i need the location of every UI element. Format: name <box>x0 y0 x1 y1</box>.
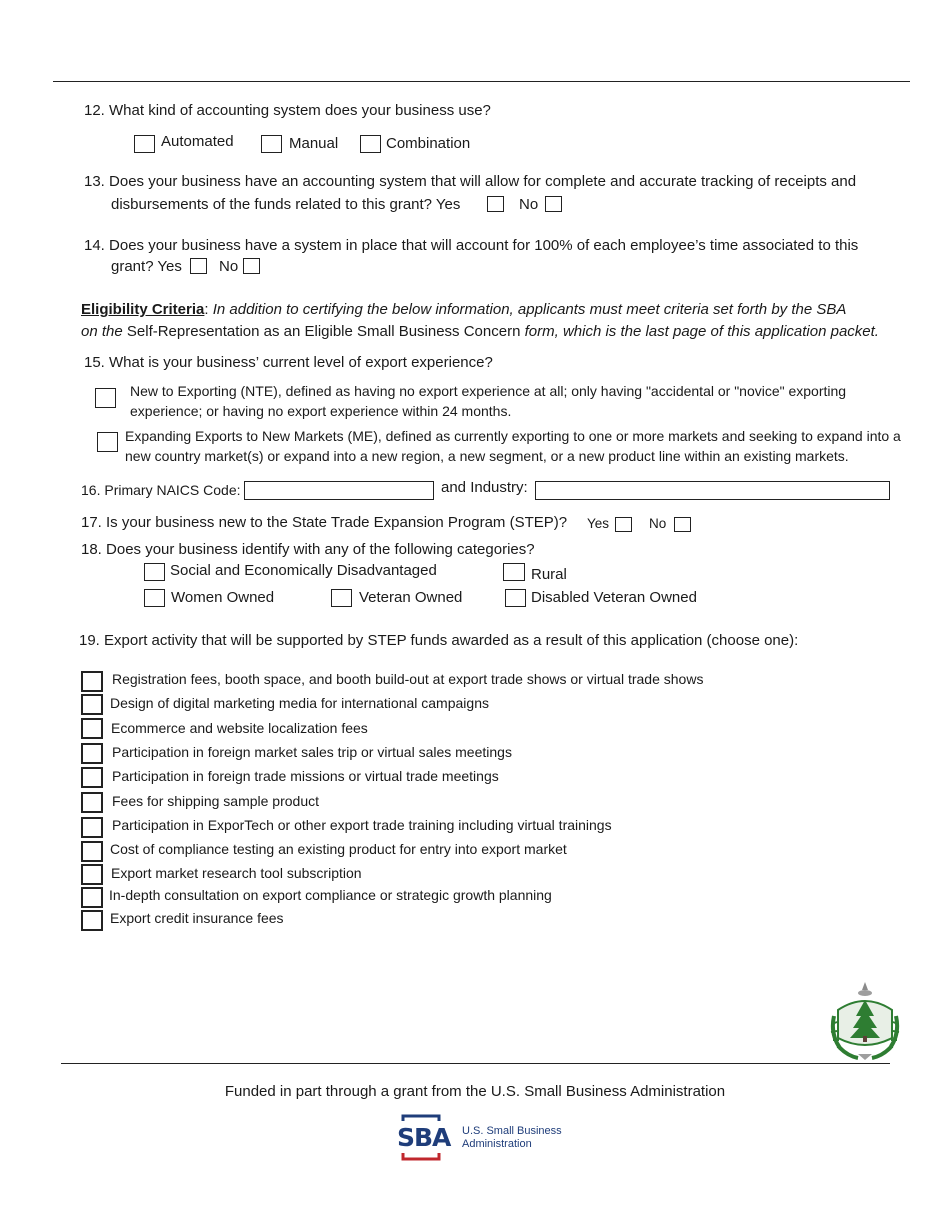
q17-question: 17. Is your business new to the State Trade Expansion Program (STEP)? <box>81 514 568 531</box>
q18-women-checkbox[interactable] <box>144 589 165 607</box>
q15-nte-checkbox[interactable] <box>95 388 116 408</box>
q18-social-label: Social and Economically Disadvantaged <box>170 562 437 579</box>
q15-me-checkbox[interactable] <box>97 432 118 452</box>
q16-industry-label: and Industry: <box>441 479 528 496</box>
state-seal-logo <box>828 980 902 1062</box>
q19-activity-checkbox[interactable] <box>81 671 103 692</box>
q19-activity-label: Participation in foreign trade missions or virtual trade meetings <box>112 768 499 784</box>
q17-no-checkbox[interactable] <box>674 517 691 532</box>
q18-women-label: Women Owned <box>171 589 275 606</box>
q19-activity-checkbox[interactable] <box>81 792 103 813</box>
q12-question: 12. What kind of accounting system does your business use? <box>84 102 491 119</box>
q16-naics-label: 16. Primary NAICS Code: <box>81 482 241 498</box>
q12-manual-checkbox[interactable] <box>261 135 282 153</box>
q15-nte-label-line1: New to Exporting (NTE), defined as having no export experience at all; only having "accidental or "novice" exporting <box>130 383 847 399</box>
eligibility-paragraph-line2: on the Self-Representation as an Eligible Small Business Concern form, which is the last page of this application packet. <box>81 323 879 340</box>
q12-automated-checkbox[interactable] <box>134 135 155 153</box>
q19-activity-checkbox[interactable] <box>81 910 103 931</box>
top-divider <box>53 81 910 82</box>
q19-activity-checkbox[interactable] <box>81 767 103 788</box>
q19-activity-label: Fees for shipping sample product <box>112 793 319 809</box>
q12-automated-label: Automated <box>161 133 234 150</box>
q17-yes-label: Yes <box>587 516 610 531</box>
q19-activity-label: Design of digital marketing media for international campaigns <box>110 695 489 711</box>
q18-rural-label: Rural <box>531 566 567 583</box>
q17-yes-checkbox[interactable] <box>615 517 632 532</box>
q15-me-label-line1: Expanding Exports to New Markets (ME), defined as currently exporting to one or more markets and seeking to expand into a <box>125 428 901 444</box>
q13-question-line1: 13. Does your business have an accounting system that will allow for complete and accurate tracking of receipts and <box>84 173 857 190</box>
q19-activity-label: In-depth consultation on export compliance or strategic growth planning <box>109 887 552 903</box>
q19-activity-checkbox[interactable] <box>81 817 103 838</box>
q12-manual-label: Manual <box>289 135 339 152</box>
q18-veteran-checkbox[interactable] <box>331 589 352 607</box>
q14-no-label: No <box>219 258 239 275</box>
industry-input[interactable] <box>535 481 890 500</box>
q14-yes-checkbox[interactable] <box>190 258 207 274</box>
eligibility-heading: Eligibility Criteria <box>81 301 205 318</box>
q17-no-label: No <box>649 516 667 531</box>
q14-question-line2: grant? Yes <box>111 258 182 275</box>
q14-question-line1: 14. Does your business have a system in place that will account for 100% of each employee’s time associated to this <box>84 237 859 254</box>
naics-code-input[interactable] <box>244 481 434 500</box>
q19-activity-label: Ecommerce and website localization fees <box>111 720 368 736</box>
q19-activity-label: Participation in ExporTech or other export trade training including virtual trainings <box>112 817 612 833</box>
q15-question: 15. What is your business’ current level of export experience? <box>84 354 493 371</box>
funding-statement: Funded in part through a grant from the U.S. Small Business Administration <box>224 1083 726 1100</box>
q19-activity-checkbox[interactable] <box>81 743 103 764</box>
q19-activity-label: Export market research tool subscription <box>111 865 362 881</box>
q19-activity-label: Export credit insurance fees <box>110 910 284 926</box>
q13-question-line2: disbursements of the funds related to this grant? Yes <box>111 196 461 213</box>
q19-question: 19. Export activity that will be supported by STEP funds awarded as a result of this application (choose one): <box>79 632 799 649</box>
q15-nte-label-line2: experience; or having no export experience within 24 months. <box>130 403 512 419</box>
q12-combination-label: Combination <box>386 135 471 152</box>
q13-yes-checkbox[interactable] <box>487 196 504 212</box>
sba-letters: SBA <box>397 1123 451 1152</box>
q19-activity-checkbox[interactable] <box>81 694 103 715</box>
q18-disabled-checkbox[interactable] <box>505 589 526 607</box>
q19-activity-checkbox[interactable] <box>81 841 103 862</box>
q18-disabled-label: Disabled Veteran Owned <box>531 589 697 606</box>
eligibility-paragraph-line1: Eligibility Criteria: In addition to certifying the below information, applicants must meet criteria set forth by the SBA <box>81 301 847 318</box>
q18-social-checkbox[interactable] <box>144 563 165 581</box>
q19-activity-label: Participation in foreign market sales trip or virtual sales meetings <box>112 744 512 760</box>
q18-rural-checkbox[interactable] <box>503 563 525 581</box>
q13-no-checkbox[interactable] <box>545 196 562 212</box>
q12-combination-checkbox[interactable] <box>360 135 381 153</box>
q18-question: 18. Does your business identify with any of the following categories? <box>81 541 535 558</box>
q14-no-checkbox[interactable] <box>243 258 260 274</box>
q19-activity-checkbox[interactable] <box>81 887 103 908</box>
footer-divider <box>61 1063 890 1064</box>
q19-activity-label: Cost of compliance testing an existing product for entry into export market <box>110 841 567 857</box>
sba-name-line1: U.S. Small Business <box>462 1125 562 1137</box>
q13-no-label: No <box>519 196 539 213</box>
q15-me-label-line2: new country market(s) or expand into a new region, a new segment, or a new product line within an existing markets. <box>125 448 849 464</box>
q19-activity-checkbox[interactable] <box>81 864 103 885</box>
sba-logo <box>395 1113 562 1163</box>
q18-veteran-label: Veteran Owned <box>359 589 463 606</box>
sba-name-line2: Administration <box>462 1138 532 1150</box>
q19-activity-label: Registration fees, booth space, and booth build-out at export trade shows or virtual trade shows <box>112 671 704 687</box>
q19-activity-checkbox[interactable] <box>81 718 103 739</box>
